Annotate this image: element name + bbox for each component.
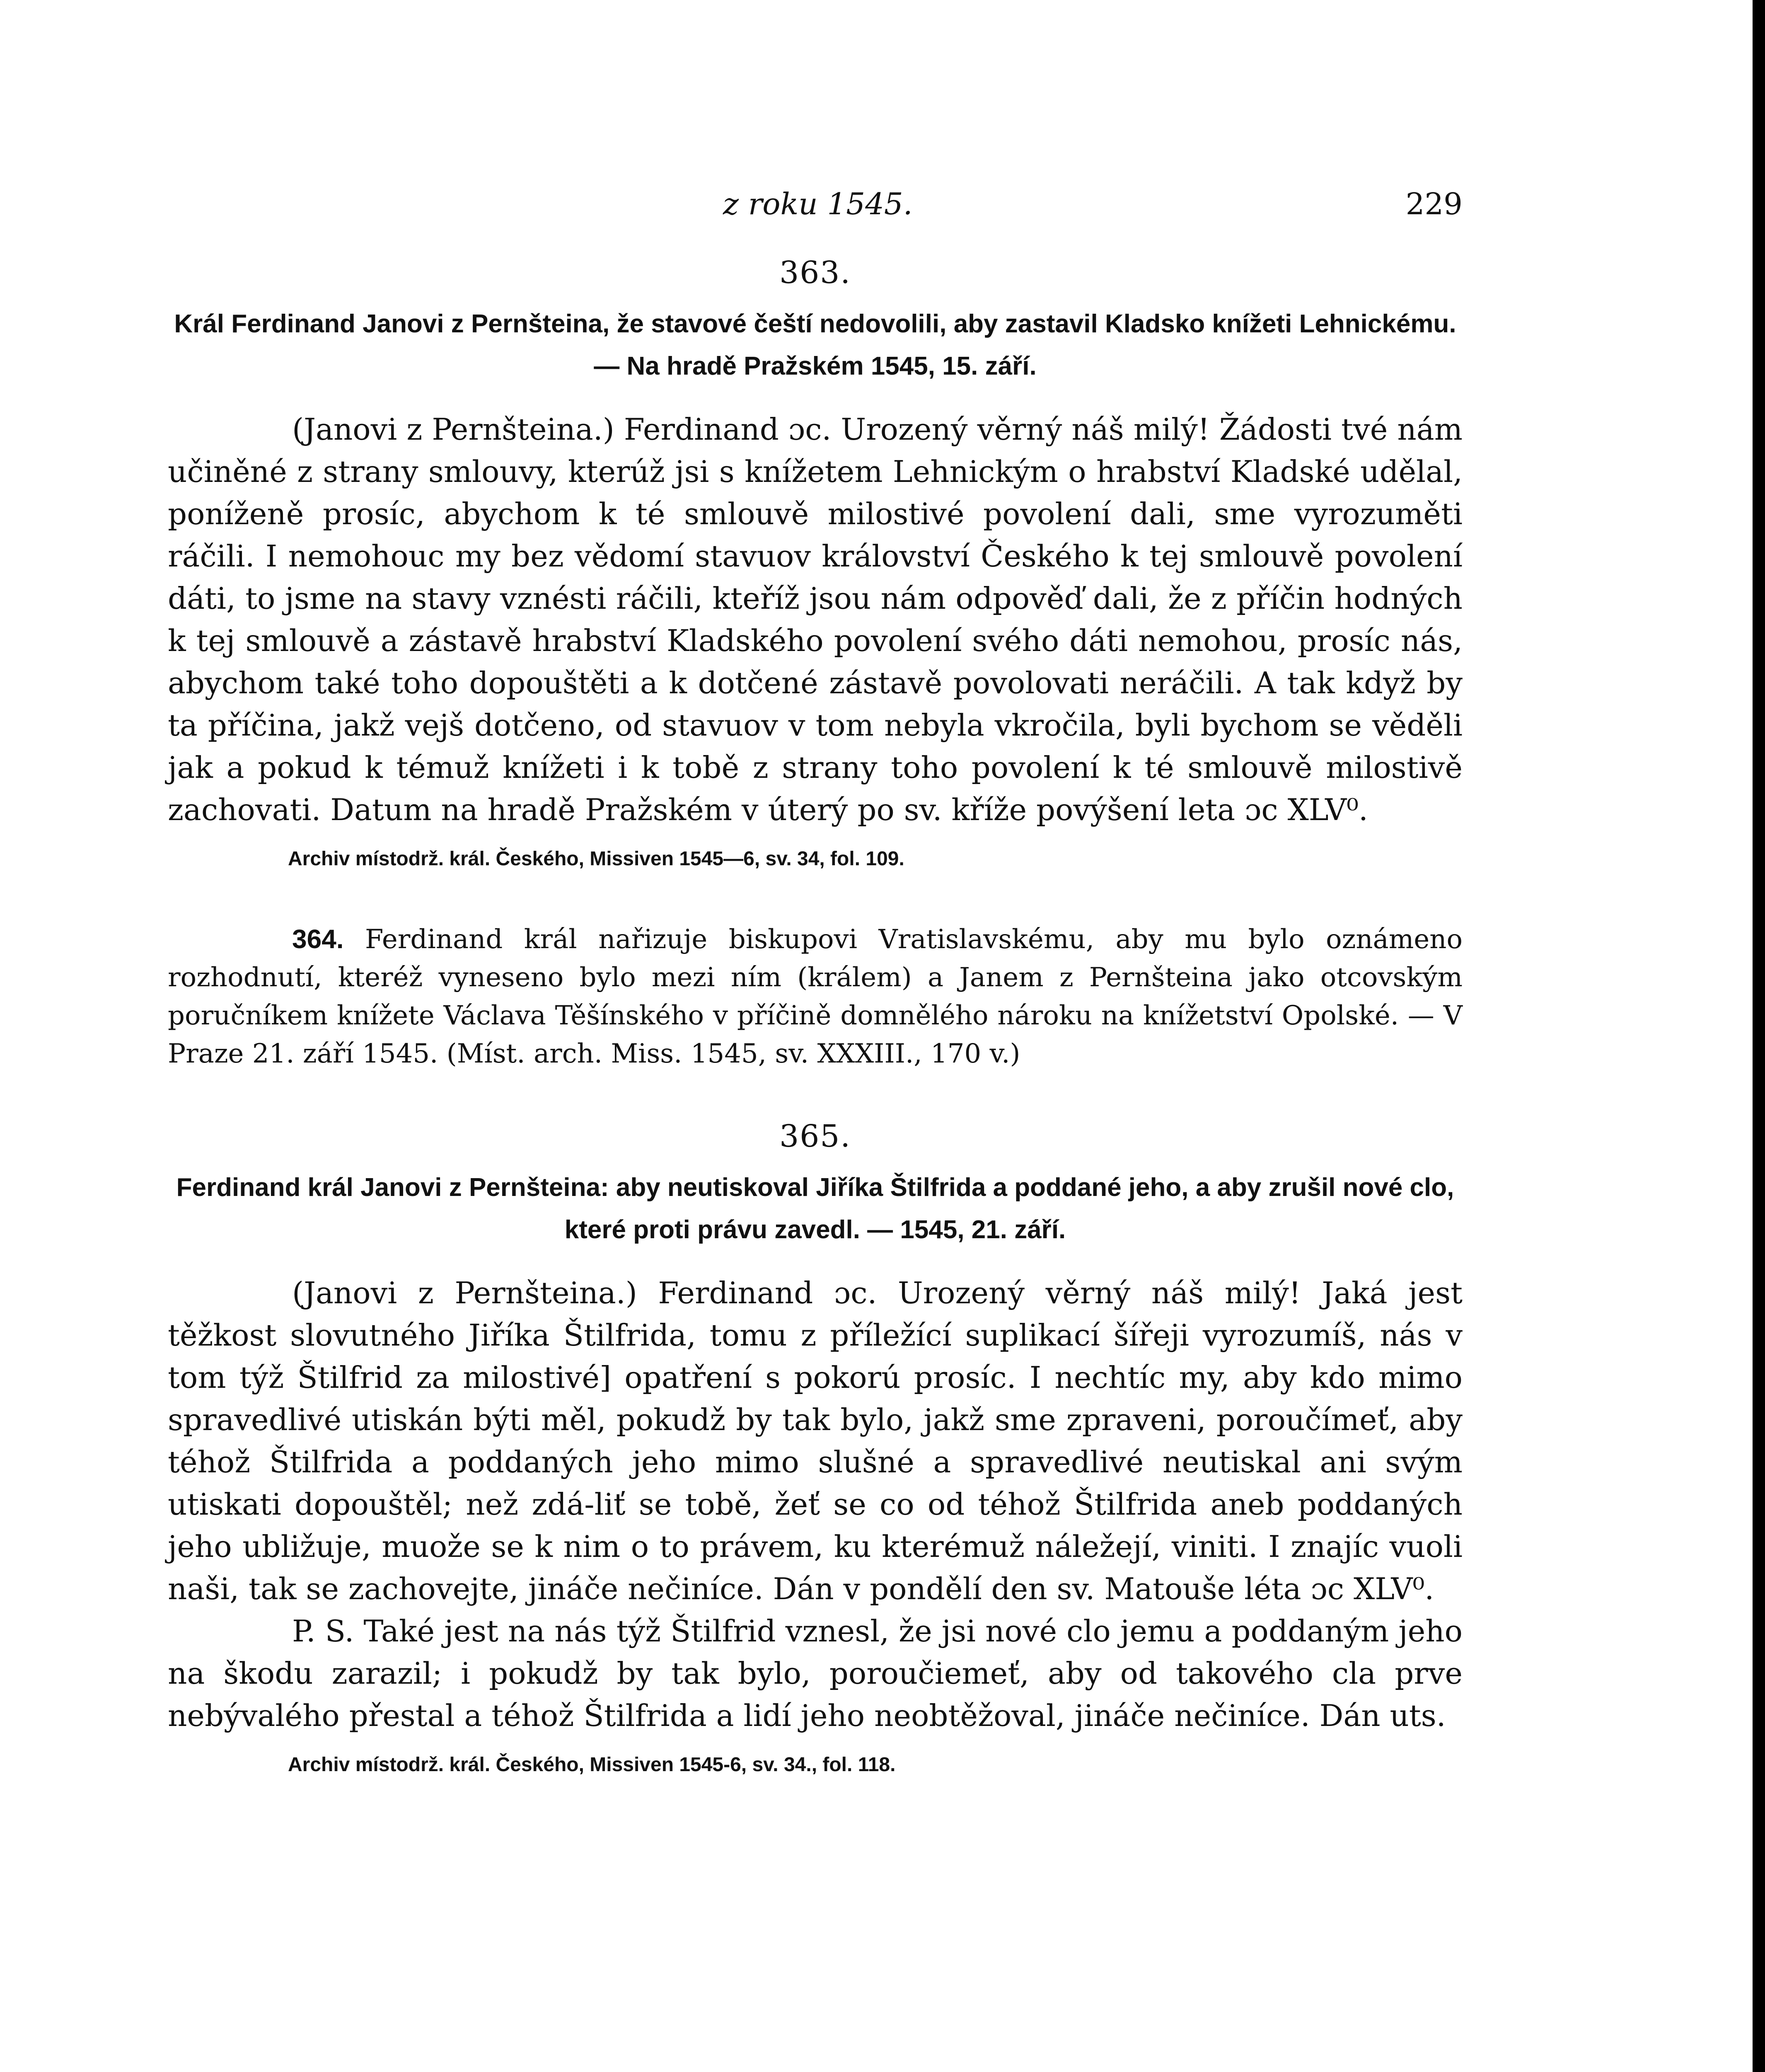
document-heading-363: Král Ferdinand Janovi z Pernšteina, že stavové čeští nedovolili, aby zastavil Kladsko knížeti Lehnickému. — Na hradě Pražském 1545, 15. září. bbox=[174, 310, 1456, 380]
document-number-365: 365. bbox=[779, 1118, 851, 1154]
document-heading-365: Ferdinand král Janovi z Pernšteina: aby neutiskoval Jiříka Štilfrida a poddané jeho, a aby zrušil nové clo, které proti právu zavedl. — 1545, 21. září. bbox=[176, 1173, 1454, 1244]
regest-text-364: Ferdinand král nařizuje biskupovi Vratislavskému, aby mu bylo oznámeno rozhodnutí, kteréž vyneseno bylo mezi ním (králem) a Janem z Pernšteina jako otcovským poručníkem knížete Václava Těšínského v příčině domnělého nároku na knížetství Opolské. — V Praze 21. září 1545. (Míst. arch. Miss. 1545, sv. XXXIII., 170 v.) bbox=[168, 924, 1463, 1069]
document-body-363: (Janovi z Pernšteina.) Ferdinand ɔc. Urozený věrný náš milý! Žádosti tvé nám učiněné z strany smlouvy, kterúž jsi s knížetem Lehnickým o hrabství Kladské udělal, poníženě prosíc, abychom k té smlouvě milostivé povolení dali, sme vyrozuměti ráčili. I nemohouc my bez vědomí stavuov království Českého k tej smlouvě povolení dáti, to jsme na stavy vznésti ráčili, kteříž jsou nám odpověď dali, že z příčin hodných k tej smlouvě a zástavě hrabství Kladského povolení svého dáti nemohou, prosíc nás, abychom také toho dopouštěti a k dotčené zástavě povolovati neráčili. A tak když by ta příčina, jakž vejš dotčeno, od stavuov v tom nebyla vkročila, byli bychom se věděli jak a pokud k témuž knížeti i k tobě z strany toho povolení k té smlouvě milostivě zachovati. Datum na hradě Pražském v úterý po sv. kříže povýšení leta ɔc XLV⁰. bbox=[168, 412, 1463, 827]
source-citation-365: Archiv místodrž. král. Českého, Missiven 1545-6, sv. 34., fol. 118. bbox=[288, 1754, 896, 1776]
postscript-365: P. S. Také jest na nás týž Štilfrid vznesl, že jsi nové clo jemu a poddaným jeho na škodu zarazil; i pokudž by tak bylo, poroučiemeť, aby od takového cla prve nebývalého přestal a téhož Štilfrida a lidí jeho neobtěžoval, jináče nečiníce. Dán uts. bbox=[168, 1614, 1463, 1733]
scan-border bbox=[1753, 0, 1765, 2072]
document-number-364: 364. bbox=[292, 924, 344, 954]
running-title: z roku 1545. bbox=[723, 186, 913, 221]
document-body-365: (Janovi z Pernšteina.) Ferdinand ɔc. Urozený věrný náš milý! Jaká jest těžkost slovutného Jiříka Štilfrida, tomu z příležící suplikací šířeji vyrozumíš, nás v tom týž Štilfrid za milostivé] opatření s pokorú prosíc. I nechtíc my, aby kdo mimo spravedlivé utiskán býti měl, pokudž by tak bylo, jakž sme zpraveni, poroučímeť, aby téhož Štilfrida a poddaných jeho mimo slušné a spravedlivé neutiskal ani svým utiskati dopouštěl; než zdá-liť se tobě, žeť se co od téhož Štilfrida aneb poddaných jeho ubližuje, muože se k nim o to právem, ku kterémuž náležejí, viniti. I znajíc vuoli naši, tak se zachovejte, jináče nečiníce. Dán v pondělí den sv. Matouše léta ɔc XLV⁰. bbox=[168, 1276, 1463, 1606]
running-head bbox=[168, 174, 1463, 232]
page-number: 229 bbox=[1405, 186, 1463, 221]
source-citation-363: Archiv místodrž. král. Českého, Missiven 1545—6, sv. 34, fol. 109. bbox=[288, 848, 904, 870]
regest-364 bbox=[168, 920, 1463, 1073]
text-column bbox=[168, 174, 1463, 1776]
document-number-363: 363. bbox=[779, 255, 851, 290]
